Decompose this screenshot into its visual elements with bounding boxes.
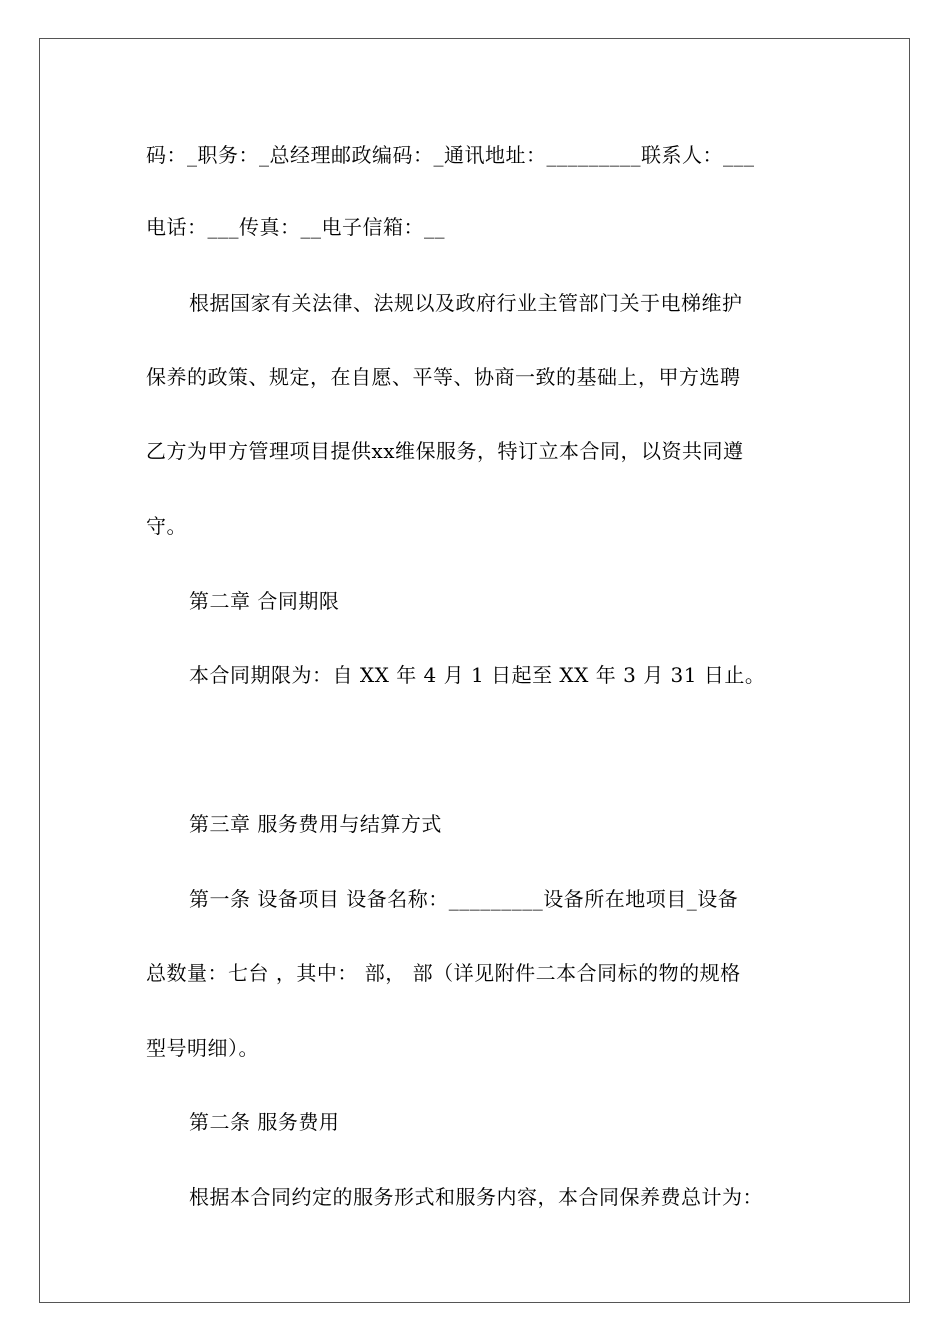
chapter-3-heading: 第三章 服务费用与结算方式 (189, 812, 442, 836)
contact-info-line: 码：_职务：_总经理邮政编码：_通讯地址：_________联系人：___ (146, 143, 755, 167)
article-2-text: 根据本合同约定的服务形式和服务内容，本合同保养费总计为： (189, 1185, 763, 1209)
article-1-line-2: 总数量：七台 ，其中： 部， 部（详见附件二本合同标的物的规格 (146, 961, 741, 985)
preamble-line-4: 守。 (146, 514, 187, 538)
preamble-line-3: 乙方为甲方管理项目提供xx维保服务，特订立本合同，以资共同遵 (146, 439, 744, 463)
preamble-line-2: 保养的政策、规定，在自愿、平等、协商一致的基础上，甲方选聘 (146, 365, 741, 389)
article-2-heading: 第二条 服务费用 (189, 1110, 340, 1134)
article-1-line-3: 型号明细）。 (146, 1036, 259, 1060)
contact-phone-line: 电话：___传真：__电子信箱：__ (146, 215, 445, 239)
article-1-line-1: 第一条 设备项目 设备名称：_________设备所在地项目_设备 (189, 887, 739, 911)
contract-term-text: 本合同期限为：自 XX 年 4 月 1 日起至 XX 年 3 月 31 日止。 (189, 663, 766, 687)
preamble-line-1: 根据国家有关法律、法规以及政府行业主管部门关于电梯维护 (189, 291, 743, 315)
chapter-2-heading: 第二章 合同期限 (189, 589, 340, 613)
